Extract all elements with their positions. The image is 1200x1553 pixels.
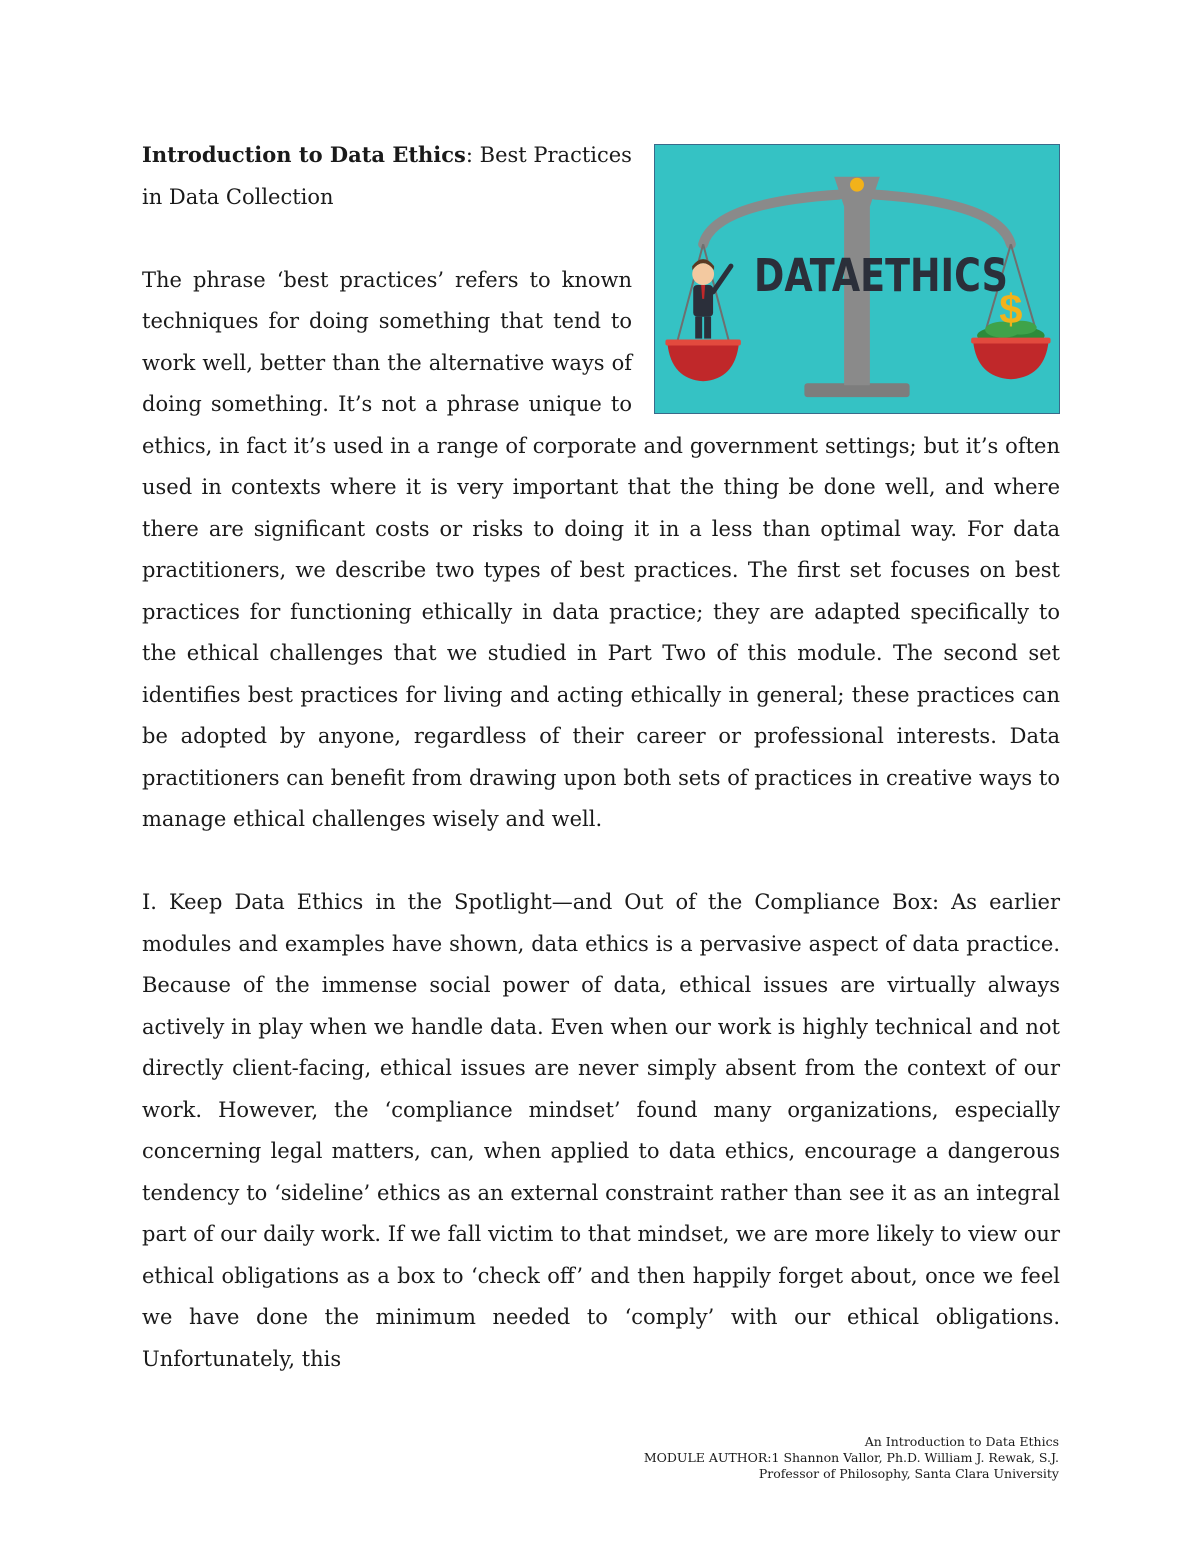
- title-regular-part: : Best Practices in Data Collection: [142, 143, 632, 209]
- scale-pan-right-rim: [971, 338, 1050, 344]
- scale-pan-left-rim: [665, 340, 740, 346]
- paragraph-best-practices: The phrase ‘best practices’ refers to known techniques for doing something that tend to work well, better than the alternative ways of doing something. It’s not a phrase unique to ethics, in fact it’s used in a range of corporate and government settings; but it’s often used in contexts where it is very important that the thing be done well, and where there are significant costs or risks to doing it in a less than optimal way. For data practitioners, we describe two types of best practices. The first set focuses on best practices for functioning ethically in data practice; they are adapted specifically to the ethical challenges that we studied in Part Two of this module. The second set identifies best practices for living and acting ethically in general; these practices can be adopted by anyone, regardless of their career or professional interests. Data practitioners can benefit from drawing upon both sets of practices in creative ways to manage ethical challenges wisely and well.: [142, 267, 1060, 831]
- dollar-sign-icon: $: [999, 285, 1023, 333]
- paragraph-keep-ethics-spotlight: I. Keep Data Ethics in the Spotlight—and Out of the Compliance Box: As earlier modules and examples have shown, data ethics is a pervasive aspect of data practice. Because of the immense social power of data, ethical issues are virtually always actively in play when we handle data. Even when our work is highly technical and not directly client-facing, ethical issues are never simply absent from the context of our work. However, the ‘compliance mindset’ found many organizations, especially concerning legal matters, can, when applied to data ethics, encourage a dangerous tendency to ‘sideline’ ethics as an external constraint rather than see it as an integral part of our daily work. If we fall victim to that mindset, we are more likely to view our ethical obligations as a box to ‘check off’ and then happily forget about, once we feel we have done the minimum needed to ‘comply’ with our ethical obligations. Unfortunately, this: [142, 890, 1060, 1371]
- footer-line-author: MODULE AUTHOR:1 Shannon Vallor, Ph.D. William J. Rewak, S.J.: [643, 1450, 1059, 1465]
- pivot-light-icon: [850, 178, 864, 192]
- title-bold-part: Introduction to Data Ethics: [142, 142, 466, 167]
- scale-graphic: [655, 145, 1059, 413]
- label-ethics: ETHICS: [860, 249, 1008, 303]
- footer-line-affiliation: Professor of Philosophy, Santa Clara University: [758, 1466, 1059, 1481]
- document-body: [142, 134, 1060, 1380]
- label-data: DATA: [754, 249, 861, 303]
- footer-line-title: An Introduction to Data Ethics: [864, 1434, 1059, 1449]
- scale-base: [804, 383, 909, 397]
- data-ethics-illustration: [654, 144, 1060, 414]
- page-footer: [644, 1434, 1059, 1482]
- paragraph-spacer: [142, 841, 1060, 883]
